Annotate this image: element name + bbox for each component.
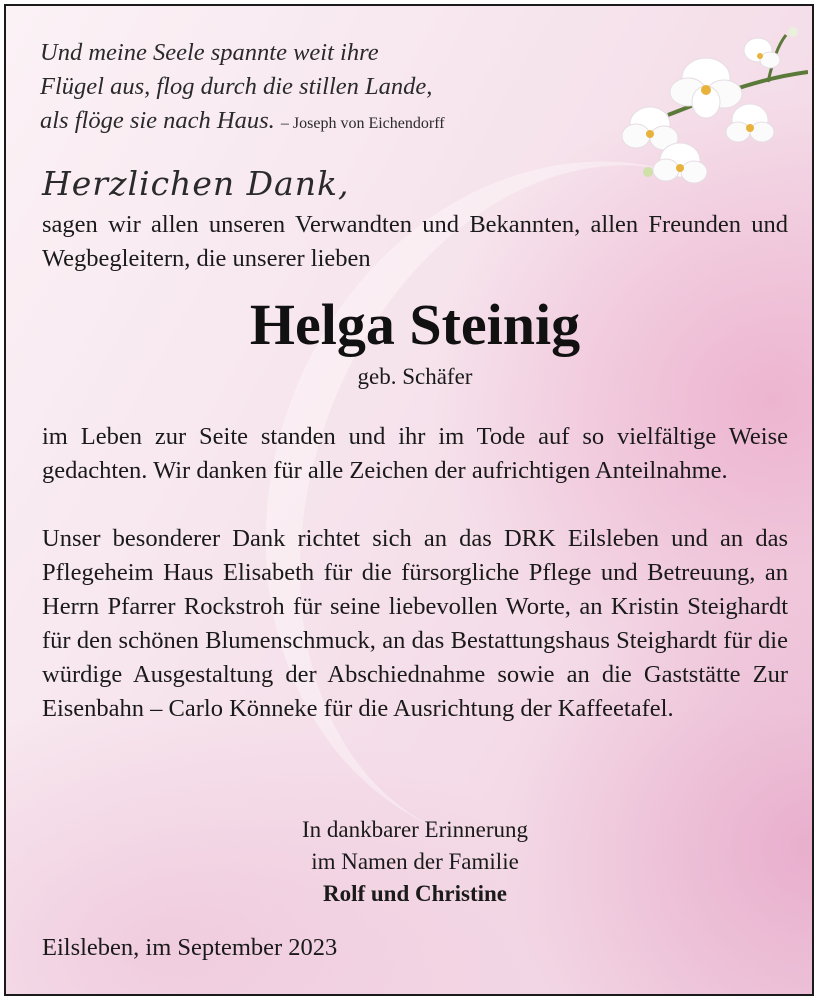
poem-line-2: Flügel aus, flog durch die stillen Lande, xyxy=(40,73,433,100)
poem-line-3: als flöge sie nach Haus. xyxy=(40,107,275,134)
intro-paragraph: sagen wir allen unseren Verwandten und Bekannten, allen Freunden und Wegbegleitern, die unserer lieben xyxy=(42,211,788,272)
deceased-name: Helga Steinig xyxy=(249,292,581,357)
obituary-card xyxy=(4,4,814,996)
body-paragraph-1: im Leben zur Seite standen und ihr im Tode auf so vielfältige Weise gedachten. Wir danken für alle Zeichen der aufrichtigen Anteilnahme. xyxy=(42,423,788,484)
family-signature: Rolf und Christine xyxy=(322,881,508,906)
closing-block xyxy=(6,814,814,910)
closing-line-2: im Namen der Familie xyxy=(311,849,519,874)
background-swoosh xyxy=(170,75,814,938)
body-paragraph-2: Unser besonderer Dank richtet sich an das DRK Eilsleben und an das Pflegeheim Haus Elisabeth für die fürsorgliche Pflege und Betreuung, an Herrn Pfarrer Rockstroh für seine liebevollen Worte, an Kristin Steighardt für den schönen Blumenschmuck, an das Bestattungshaus Steighardt für die würdige Ausgestaltung der Abschiednahme sowie an die Gaststätte Zur Eisenbahn – Carlo Könneke für die Ausrichtung der Kaffeetafel. xyxy=(42,525,788,722)
poem-author: – Joseph von Eichendorff xyxy=(280,115,445,132)
maiden-name: geb. Schäfer xyxy=(357,364,473,389)
place-and-date: Eilsleben, im September 2023 xyxy=(42,934,338,961)
poem-line-1: Und meine Seele spannte weit ihre xyxy=(40,39,379,66)
poem-line-3-wrapper xyxy=(40,104,640,141)
thanks-heading: Herzlichen Dank, xyxy=(42,164,350,203)
closing-line-1: In dankbarer Erinnerung xyxy=(301,817,529,842)
poem-quote xyxy=(40,36,640,141)
